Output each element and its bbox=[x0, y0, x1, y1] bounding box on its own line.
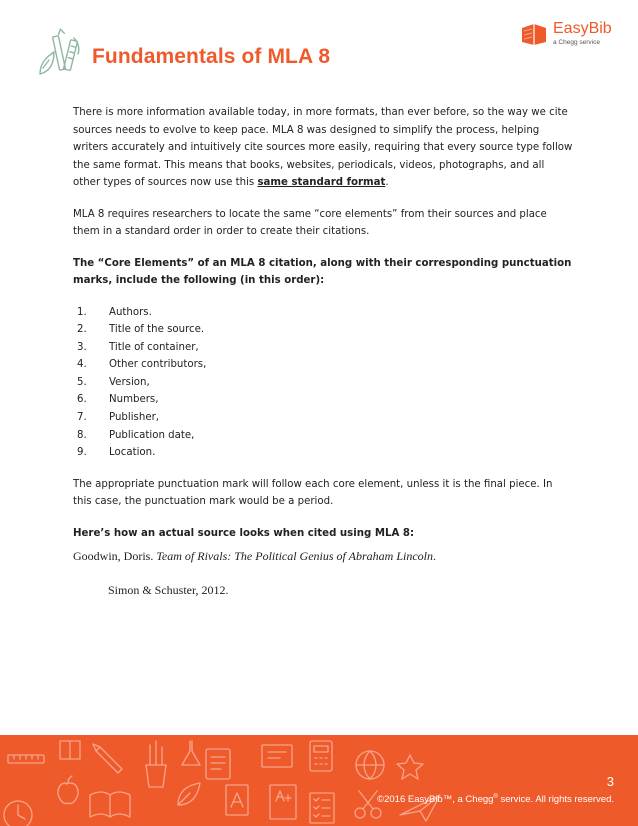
list-item-number: 2. bbox=[77, 324, 87, 336]
easybib-logo-icon bbox=[520, 22, 548, 46]
list-item-text: Version, bbox=[109, 376, 150, 388]
list-item-text: Publication date, bbox=[109, 429, 195, 441]
same-standard-format-link[interactable]: same standard format bbox=[257, 177, 386, 188]
list-item bbox=[73, 321, 573, 339]
easybib-logo bbox=[520, 20, 620, 50]
core-elements-paragraph: MLA 8 requires researchers to locate the same “core elements” from their sources and place them in a standard order in order to create their citations. bbox=[73, 208, 547, 237]
list-item-text: Numbers, bbox=[109, 394, 159, 406]
list-item-number: 8. bbox=[77, 429, 87, 441]
list-item bbox=[73, 339, 573, 357]
example-heading: Here’s how an actual source looks when cited using MLA 8: bbox=[73, 527, 415, 539]
document-body bbox=[73, 104, 573, 614]
citation-line-2: Simon & Schuster, 2012. bbox=[108, 583, 229, 598]
list-item-number: 5. bbox=[77, 376, 87, 388]
copyright-notice bbox=[377, 794, 614, 805]
citation-title-end: . bbox=[433, 549, 437, 564]
list-item-number: 3. bbox=[77, 341, 87, 353]
list-item bbox=[73, 444, 573, 462]
core-elements-heading: The “Core Elements” of an MLA 8 citation, along with their corresponding punctuation marks, include the following (in this order): bbox=[73, 257, 572, 286]
intro-paragraph bbox=[73, 104, 573, 192]
school-supplies-icon bbox=[34, 28, 82, 78]
list-item-number: 4. bbox=[77, 359, 87, 371]
logo-wordmark: EasyBib bbox=[553, 20, 612, 37]
list-item-text: Publisher, bbox=[109, 412, 160, 424]
list-item bbox=[73, 374, 573, 392]
punctuation-note: The appropriate punctuation mark will follow each core element, unless it is the final piece. In this case, the punctuation mark would be a period. bbox=[73, 478, 553, 508]
copyright-rest: service. All rights reserved. bbox=[497, 794, 614, 806]
footer-pattern-icons bbox=[0, 735, 460, 826]
list-item bbox=[73, 427, 573, 445]
citation-author: Goodwin, Doris. bbox=[73, 549, 157, 564]
list-item-text: Location. bbox=[109, 447, 156, 459]
page-number: 3 bbox=[606, 774, 614, 789]
intro-end: . bbox=[385, 177, 389, 188]
list-item-text: Other contributors, bbox=[109, 359, 207, 371]
citation-title: Team of Rivals: The Political Genius of Abraham Lincoln bbox=[156, 549, 434, 564]
list-item-text: Title of the source. bbox=[109, 324, 205, 336]
list-item bbox=[73, 391, 573, 409]
list-item-number: 1. bbox=[77, 306, 87, 318]
copyright-main: ©2016 EasyBib™, a Chegg bbox=[377, 794, 494, 806]
list-item-number: 6. bbox=[77, 394, 87, 406]
footer-band bbox=[0, 735, 638, 826]
list-item-text: Title of container, bbox=[109, 341, 199, 353]
list-item bbox=[73, 356, 573, 374]
core-elements-list bbox=[73, 304, 573, 462]
intro-text: There is more information available today, in more formats, than ever before, so the way we cite sources needs to evolve to keep pace. MLA 8 was designed to simplify the process, helping writers accurately and intuitively cite sources more easily, requiring that every source type follow the same format. This means that books, websites, periodicals, videos, photographs, and all other types of sources now use this bbox=[73, 107, 573, 188]
list-item bbox=[73, 409, 573, 427]
copyright-registered-mark: ® bbox=[493, 794, 498, 800]
page-title: Fundamentals of MLA 8 bbox=[92, 45, 331, 68]
list-item-number: 9. bbox=[77, 447, 87, 459]
list-item bbox=[73, 304, 573, 322]
list-item-number: 7. bbox=[77, 412, 87, 424]
citation-line-1 bbox=[73, 546, 573, 566]
list-item-text: Authors. bbox=[109, 306, 152, 318]
logo-subtitle: a Chegg service bbox=[553, 39, 600, 46]
